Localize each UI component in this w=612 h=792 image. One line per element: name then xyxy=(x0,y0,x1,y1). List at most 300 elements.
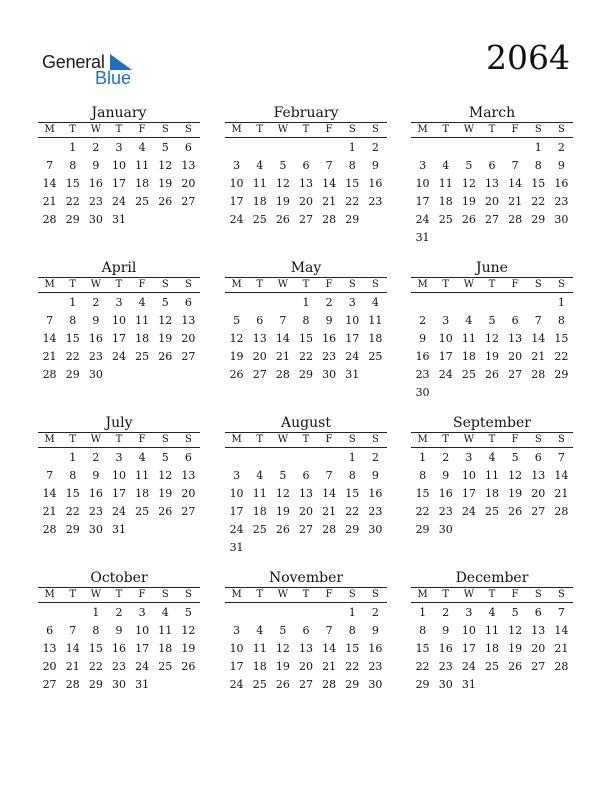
day-cell: 6 xyxy=(302,469,310,482)
day-cell: 27 xyxy=(181,350,196,363)
weekday-header-row xyxy=(38,432,200,448)
day-cell: 30 xyxy=(88,523,103,536)
weekday-label: T xyxy=(256,279,264,290)
day-cell: 7 xyxy=(279,314,287,327)
day-cell: 13 xyxy=(298,177,313,190)
day-cell: 12 xyxy=(158,469,173,482)
day-cell: 20 xyxy=(181,332,196,345)
day-cell: 16 xyxy=(88,487,103,500)
month-name: March xyxy=(468,105,516,121)
day-cell: 1 xyxy=(69,141,77,154)
day-cell: 10 xyxy=(415,177,430,190)
day-cell: 11 xyxy=(484,624,499,637)
day-cell: 10 xyxy=(345,314,360,327)
day-cell: 2 xyxy=(325,296,333,309)
day-cell: 16 xyxy=(322,332,337,345)
month-name: August xyxy=(281,415,331,431)
day-cell: 27 xyxy=(252,368,267,381)
day-cell: 3 xyxy=(233,469,241,482)
day-cell: 27 xyxy=(181,505,196,518)
day-grid xyxy=(411,294,573,402)
weekday-header-row xyxy=(225,122,387,138)
day-cell: 16 xyxy=(438,487,453,500)
day-cell-empty xyxy=(225,449,248,467)
day-cell: 31 xyxy=(111,213,126,226)
day-cell: 14 xyxy=(65,642,80,655)
day-cell-empty xyxy=(38,449,61,467)
day-cell: 19 xyxy=(508,487,523,500)
day-cell: 31 xyxy=(229,541,244,554)
month-name: October xyxy=(90,570,148,586)
weekday-label: T xyxy=(69,124,77,135)
day-cell: 30 xyxy=(322,368,337,381)
day-cell: 24 xyxy=(461,660,476,673)
day-cell: 13 xyxy=(181,469,196,482)
day-cell: 14 xyxy=(322,642,337,655)
day-cell: 8 xyxy=(348,624,356,637)
day-cell: 23 xyxy=(554,195,569,208)
weekday-label: W xyxy=(463,124,474,135)
weekday-label: T xyxy=(302,589,310,600)
day-cell: 30 xyxy=(88,368,103,381)
weekday-label: W xyxy=(90,124,101,135)
day-cell-empty xyxy=(480,139,503,157)
day-cell: 25 xyxy=(252,213,267,226)
weekday-label: M xyxy=(231,124,242,135)
day-cell: 30 xyxy=(438,678,453,691)
day-cell: 23 xyxy=(88,350,103,363)
day-cell: 2 xyxy=(92,141,100,154)
day-cell: 13 xyxy=(42,642,57,655)
day-cell: 11 xyxy=(158,624,173,637)
day-cell: 7 xyxy=(46,159,54,172)
weekday-header-row xyxy=(411,432,573,448)
day-cell: 5 xyxy=(161,296,169,309)
day-cell: 19 xyxy=(275,195,290,208)
day-cell: 16 xyxy=(88,177,103,190)
day-cell-empty xyxy=(318,604,341,622)
day-cell: 8 xyxy=(419,469,427,482)
day-cell: 23 xyxy=(415,368,430,381)
day-cell: 12 xyxy=(275,487,290,500)
weekday-label: M xyxy=(231,434,242,445)
weekday-label: S xyxy=(534,279,542,290)
day-cell: 30 xyxy=(415,386,430,399)
day-cell: 26 xyxy=(158,505,173,518)
weekday-label: T xyxy=(442,434,450,445)
weekday-label: F xyxy=(511,589,519,600)
weekday-label: T xyxy=(302,124,310,135)
month-name: May xyxy=(290,260,322,276)
day-cell: 15 xyxy=(415,487,430,500)
weekday-label: F xyxy=(511,124,519,135)
month-june xyxy=(411,261,573,402)
day-cell: 17 xyxy=(229,660,244,673)
day-cell: 24 xyxy=(135,660,150,673)
day-cell: 22 xyxy=(345,660,360,673)
day-cell: 22 xyxy=(345,195,360,208)
weekday-label: S xyxy=(348,434,356,445)
day-cell: 3 xyxy=(348,296,356,309)
month-august xyxy=(225,416,387,557)
day-cell: 18 xyxy=(484,642,499,655)
day-cell: 21 xyxy=(65,660,80,673)
day-cell-empty xyxy=(457,139,480,157)
day-cell: 21 xyxy=(42,505,57,518)
day-cell: 3 xyxy=(233,624,241,637)
day-cell: 25 xyxy=(252,523,267,536)
day-cell: 2 xyxy=(92,451,100,464)
weekday-label: F xyxy=(138,589,146,600)
day-cell: 6 xyxy=(184,451,192,464)
weekday-label: S xyxy=(348,589,356,600)
day-cell: 9 xyxy=(442,469,450,482)
weekday-label: T xyxy=(115,279,123,290)
day-cell: 2 xyxy=(442,451,450,464)
day-cell: 31 xyxy=(461,678,476,691)
day-cell: 28 xyxy=(322,213,337,226)
day-cell: 7 xyxy=(325,159,333,172)
day-cell: 5 xyxy=(279,159,287,172)
day-cell-empty xyxy=(504,139,527,157)
day-grid xyxy=(411,449,573,539)
day-cell: 17 xyxy=(345,332,360,345)
day-cell: 15 xyxy=(345,642,360,655)
day-cell-empty xyxy=(248,449,271,467)
day-cell: 27 xyxy=(484,213,499,226)
day-cell: 3 xyxy=(115,296,123,309)
day-cell: 23 xyxy=(368,660,383,673)
day-cell: 5 xyxy=(161,451,169,464)
day-cell: 5 xyxy=(279,624,287,637)
day-cell: 22 xyxy=(415,660,430,673)
day-cell: 24 xyxy=(345,350,360,363)
day-cell-empty xyxy=(527,294,550,312)
day-cell: 8 xyxy=(419,624,427,637)
day-cell: 5 xyxy=(161,141,169,154)
day-cell: 8 xyxy=(302,314,310,327)
day-cell: 21 xyxy=(322,505,337,518)
day-cell: 1 xyxy=(92,606,100,619)
day-cell: 10 xyxy=(111,159,126,172)
day-cell: 20 xyxy=(298,195,313,208)
day-cell-empty xyxy=(294,449,317,467)
day-cell: 12 xyxy=(158,314,173,327)
day-cell: 2 xyxy=(371,451,379,464)
day-cell: 30 xyxy=(438,523,453,536)
day-cell: 29 xyxy=(345,678,360,691)
day-cell: 1 xyxy=(69,296,77,309)
day-cell: 14 xyxy=(508,177,523,190)
day-cell: 1 xyxy=(69,451,77,464)
day-cell: 9 xyxy=(371,469,379,482)
day-cell: 1 xyxy=(419,606,427,619)
weekday-label: S xyxy=(371,279,379,290)
day-cell: 28 xyxy=(531,368,546,381)
day-cell: 19 xyxy=(229,350,244,363)
day-cell: 28 xyxy=(65,678,80,691)
weekday-label: T xyxy=(442,124,450,135)
day-cell: 14 xyxy=(42,332,57,345)
day-cell: 25 xyxy=(461,368,476,381)
weekday-label: M xyxy=(44,589,55,600)
day-cell: 18 xyxy=(438,195,453,208)
day-cell: 2 xyxy=(115,606,123,619)
weekday-label: T xyxy=(442,279,450,290)
day-cell: 24 xyxy=(229,678,244,691)
day-cell: 12 xyxy=(158,159,173,172)
weekday-label: F xyxy=(138,124,146,135)
day-cell: 25 xyxy=(484,505,499,518)
day-cell: 29 xyxy=(88,678,103,691)
day-cell: 4 xyxy=(138,451,146,464)
day-cell: 28 xyxy=(554,505,569,518)
day-cell: 14 xyxy=(554,624,569,637)
day-cell: 26 xyxy=(275,523,290,536)
day-cell: 4 xyxy=(161,606,169,619)
day-cell: 25 xyxy=(135,350,150,363)
day-cell: 6 xyxy=(488,159,496,172)
day-cell: 29 xyxy=(298,368,313,381)
logo-text-blue: Blue xyxy=(95,68,132,88)
weekday-label: T xyxy=(69,589,77,600)
day-cell: 29 xyxy=(65,213,80,226)
day-cell: 11 xyxy=(135,314,150,327)
day-cell: 5 xyxy=(279,469,287,482)
day-cell: 9 xyxy=(557,159,565,172)
day-cell: 13 xyxy=(181,159,196,172)
day-cell-empty xyxy=(248,604,271,622)
day-cell: 9 xyxy=(325,314,333,327)
month-name: June xyxy=(476,260,508,276)
day-cell: 12 xyxy=(508,469,523,482)
day-cell: 6 xyxy=(184,141,192,154)
weekday-label: M xyxy=(417,279,428,290)
day-cell: 4 xyxy=(488,606,496,619)
day-cell: 23 xyxy=(438,660,453,673)
day-cell: 24 xyxy=(229,523,244,536)
month-name: December xyxy=(455,570,529,586)
day-cell: 19 xyxy=(275,505,290,518)
day-cell: 10 xyxy=(229,177,244,190)
day-grid xyxy=(411,604,573,694)
day-cell: 25 xyxy=(484,660,499,673)
weekday-label: T xyxy=(302,279,310,290)
day-cell: 2 xyxy=(371,141,379,154)
weekday-label: S xyxy=(557,279,565,290)
weekday-label: W xyxy=(277,434,288,445)
weekday-label: S xyxy=(371,434,379,445)
day-cell: 25 xyxy=(252,678,267,691)
day-cell: 27 xyxy=(508,368,523,381)
day-cell: 12 xyxy=(181,624,196,637)
day-cell: 2 xyxy=(419,314,427,327)
weekday-label: W xyxy=(463,589,474,600)
day-cell: 12 xyxy=(484,332,499,345)
day-cell: 28 xyxy=(508,213,523,226)
day-cell: 30 xyxy=(368,678,383,691)
weekday-header-row xyxy=(225,587,387,603)
day-cell: 23 xyxy=(88,195,103,208)
day-cell: 26 xyxy=(484,368,499,381)
month-name: July xyxy=(105,415,133,431)
day-cell-empty xyxy=(294,604,317,622)
day-cell: 20 xyxy=(531,642,546,655)
day-cell-empty xyxy=(318,139,341,157)
day-cell: 29 xyxy=(554,368,569,381)
day-cell: 28 xyxy=(322,523,337,536)
day-cell: 25 xyxy=(135,505,150,518)
day-cell: 9 xyxy=(92,314,100,327)
day-cell: 21 xyxy=(554,487,569,500)
day-cell: 30 xyxy=(111,678,126,691)
day-cell: 6 xyxy=(534,606,542,619)
day-cell: 16 xyxy=(111,642,126,655)
weekday-label: T xyxy=(442,589,450,600)
day-cell: 9 xyxy=(92,469,100,482)
day-cell: 24 xyxy=(111,350,126,363)
weekday-label: T xyxy=(256,434,264,445)
month-january xyxy=(38,106,200,229)
month-december xyxy=(411,571,573,694)
weekday-label: S xyxy=(557,124,565,135)
day-cell: 24 xyxy=(229,213,244,226)
day-cell: 7 xyxy=(325,624,333,637)
day-cell: 31 xyxy=(135,678,150,691)
day-cell: 10 xyxy=(229,487,244,500)
day-cell: 26 xyxy=(508,660,523,673)
day-cell: 1 xyxy=(348,141,356,154)
weekday-label: S xyxy=(534,124,542,135)
month-name: September xyxy=(453,415,531,431)
day-cell: 31 xyxy=(415,231,430,244)
day-cell: 21 xyxy=(531,350,546,363)
day-cell: 26 xyxy=(158,350,173,363)
day-cell: 22 xyxy=(554,350,569,363)
day-cell: 12 xyxy=(229,332,244,345)
day-cell-empty xyxy=(225,139,248,157)
weekday-label: S xyxy=(371,124,379,135)
day-cell: 24 xyxy=(415,213,430,226)
weekday-label: M xyxy=(44,124,55,135)
day-cell: 7 xyxy=(69,624,77,637)
weekday-label: S xyxy=(557,589,565,600)
day-cell: 19 xyxy=(181,642,196,655)
day-cell: 8 xyxy=(69,469,77,482)
weekday-label: M xyxy=(417,124,428,135)
day-cell: 21 xyxy=(322,660,337,673)
weekday-label: F xyxy=(511,434,519,445)
month-february xyxy=(225,106,387,229)
day-cell: 29 xyxy=(415,678,430,691)
day-cell-empty xyxy=(434,294,457,312)
day-cell: 24 xyxy=(111,195,126,208)
day-cell: 17 xyxy=(461,487,476,500)
day-cell: 28 xyxy=(322,678,337,691)
day-cell: 19 xyxy=(158,177,173,190)
day-cell: 16 xyxy=(88,332,103,345)
day-cell: 12 xyxy=(275,642,290,655)
day-cell: 4 xyxy=(465,314,473,327)
day-cell: 4 xyxy=(371,296,379,309)
day-grid xyxy=(38,604,200,694)
day-cell-empty xyxy=(271,604,294,622)
day-cell: 11 xyxy=(461,332,476,345)
day-cell: 8 xyxy=(557,314,565,327)
day-cell: 19 xyxy=(158,332,173,345)
weekday-header-row xyxy=(411,122,573,138)
day-cell: 13 xyxy=(508,332,523,345)
day-cell: 21 xyxy=(554,642,569,655)
day-cell-empty xyxy=(225,604,248,622)
logo xyxy=(42,52,142,92)
day-cell: 23 xyxy=(111,660,126,673)
day-cell: 6 xyxy=(46,624,54,637)
day-cell: 28 xyxy=(275,368,290,381)
day-cell-empty xyxy=(61,604,84,622)
day-cell: 9 xyxy=(371,624,379,637)
day-cell: 22 xyxy=(531,195,546,208)
day-cell: 20 xyxy=(42,660,57,673)
day-cell: 13 xyxy=(484,177,499,190)
day-cell: 18 xyxy=(252,195,267,208)
day-cell: 26 xyxy=(181,660,196,673)
day-cell-empty xyxy=(38,294,61,312)
day-cell: 15 xyxy=(298,332,313,345)
day-cell: 30 xyxy=(554,213,569,226)
day-cell: 5 xyxy=(488,314,496,327)
day-cell: 5 xyxy=(184,606,192,619)
day-cell: 6 xyxy=(534,451,542,464)
weekday-label: S xyxy=(348,279,356,290)
day-cell: 14 xyxy=(275,332,290,345)
day-cell: 22 xyxy=(415,505,430,518)
day-cell: 3 xyxy=(115,141,123,154)
day-cell: 24 xyxy=(461,505,476,518)
day-cell: 23 xyxy=(368,505,383,518)
day-cell: 27 xyxy=(298,523,313,536)
weekday-label: F xyxy=(511,279,519,290)
day-cell: 3 xyxy=(442,314,450,327)
day-cell-empty xyxy=(271,449,294,467)
day-cell: 4 xyxy=(138,141,146,154)
day-cell: 31 xyxy=(345,368,360,381)
weekday-label: T xyxy=(302,434,310,445)
weekday-label: T xyxy=(256,124,264,135)
day-cell: 20 xyxy=(252,350,267,363)
day-cell: 24 xyxy=(111,505,126,518)
weekday-label: M xyxy=(417,589,428,600)
weekday-label: S xyxy=(161,589,169,600)
day-cell: 1 xyxy=(419,451,427,464)
day-cell: 18 xyxy=(461,350,476,363)
day-cell: 27 xyxy=(181,195,196,208)
day-cell: 22 xyxy=(345,505,360,518)
weekday-header-row xyxy=(38,122,200,138)
day-cell: 1 xyxy=(302,296,310,309)
day-cell: 3 xyxy=(465,606,473,619)
day-cell: 21 xyxy=(322,195,337,208)
day-cell: 4 xyxy=(256,469,264,482)
day-cell: 3 xyxy=(233,159,241,172)
day-cell: 7 xyxy=(557,451,565,464)
day-grid xyxy=(38,294,200,384)
month-july xyxy=(38,416,200,539)
day-cell-empty xyxy=(411,294,434,312)
day-cell: 7 xyxy=(46,314,54,327)
weekday-label: T xyxy=(115,124,123,135)
day-cell-empty xyxy=(271,139,294,157)
